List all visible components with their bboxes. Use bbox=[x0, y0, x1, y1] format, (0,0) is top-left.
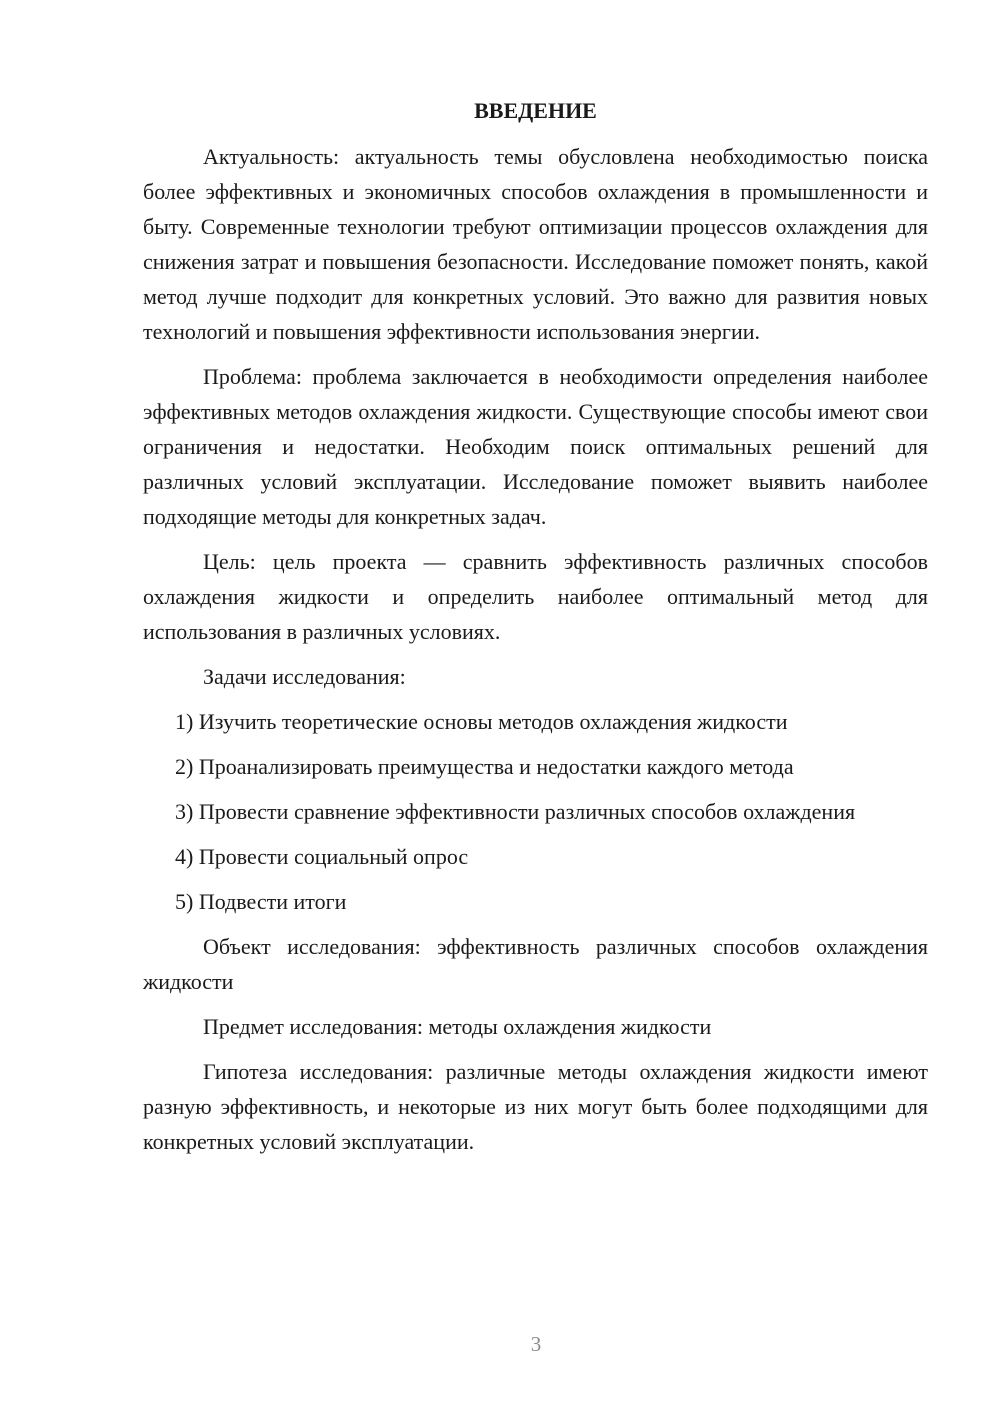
task-item-1: 1) Изучить теоретические основы методов охлаждения жидкости bbox=[175, 709, 788, 734]
problem-paragraph: Проблема: проблема заключается в необходимости определения наиболее эффективных методов охлаждения жидкости. Существующие способы имеют свои ограничения и недостатки. Необходим поиск оптимальных решений для различных условий эксплуатации. Исследование поможет выявить наиболее подходящие методы для конкретных задач. bbox=[143, 364, 928, 529]
task-item-2: 2) Проанализировать преимущества и недостатки каждого метода bbox=[175, 754, 794, 779]
page-number: 3 bbox=[530, 1332, 542, 1356]
task-item-3: 3) Провести сравнение эффективности различных способов охлаждения bbox=[175, 799, 856, 824]
object-paragraph: Объект исследования: эффективность различных способов охлаждения жидкости bbox=[143, 934, 928, 994]
subject-paragraph: Предмет исследования: методы охлаждения жидкости bbox=[203, 1014, 712, 1039]
task-item-5: 5) Подвести итоги bbox=[175, 889, 347, 914]
relevance-paragraph: Актуальность: актуальность темы обусловлена необходимостью поиска более эффективных и экономичных способов охлаждения в промышленности и быту. Современные технологии требуют оптимизации процессов охлаждения для снижения затрат и повышения безопасности. Исследование поможет понять, какой метод лучше подходит для конкретных условий. Это важно для развития новых технологий и повышения эффективности использования энергии. bbox=[143, 144, 928, 344]
task-item-4: 4) Провести социальный опрос bbox=[175, 844, 469, 869]
document-body bbox=[143, 95, 928, 1169]
tasks-heading: Задачи исследования: bbox=[203, 664, 406, 689]
page-title: ВВЕДЕНИЕ bbox=[474, 98, 597, 123]
goal-paragraph: Цель: цель проекта — сравнить эффективность различных способов охлаждения жидкости и определить наиболее оптимальный метод для использования в различных условиях. bbox=[143, 549, 928, 644]
hypothesis-paragraph: Гипотеза исследования: различные методы охлаждения жидкости имеют разную эффективность, и некоторые из них могут быть более подходящими для конкретных условий эксплуатации. bbox=[143, 1059, 928, 1154]
